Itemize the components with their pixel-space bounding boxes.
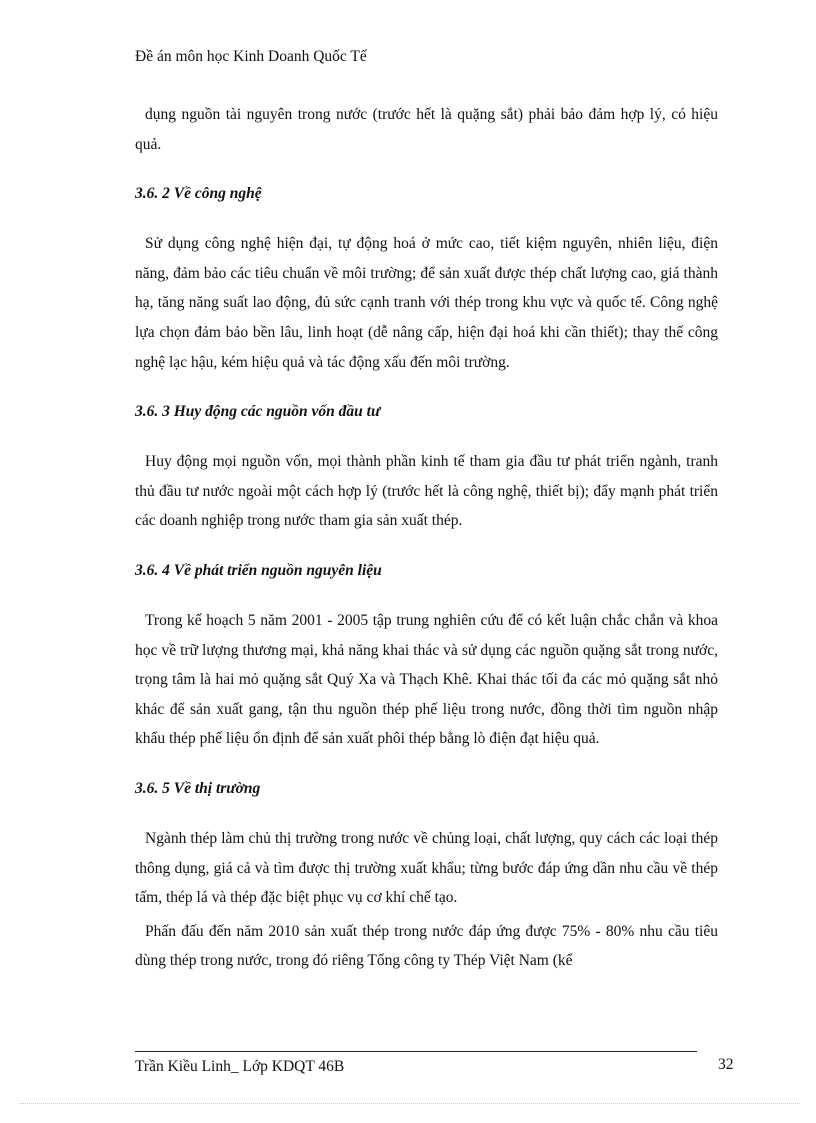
paragraph-capital: Huy động mọi nguồn vốn, mọi thành phần kinh tế tham gia đầu tư phát triển ngành, tranh thủ đầu tư nước ngoài một cách hợp lý (trước hết là công nghệ, thiết bị); đẩy mạnh phát triển các doanh nghiệp trong nước tham gia sản xuất thép. <box>135 453 718 530</box>
paragraph-target-2010: Phấn đấu đến năm 2010 sản xuất thép trong nước đáp ứng được 75% - 80% nhu cầu tiêu dùng thép trong nước, trong đó riêng Tổng công ty Thép Việt Nam (kể <box>135 922 718 970</box>
page-number: 32 <box>718 1056 734 1073</box>
heading-raw-materials: 3.6. 4 Về phát triển nguồn nguyên liệu <box>135 561 382 579</box>
footer-divider <box>135 1051 697 1052</box>
paragraph-market: Ngành thép làm chủ thị trường trong nước về chủng loại, chất lượng, quy cách các loại thép thông dụng, giá cả và tìm được thị trường xuất khẩu; từng bước đáp ứng dần nhu cầu về thép tấm, thép lá và thép đặc biệt phục vụ cơ khí chế tạo. <box>135 829 718 907</box>
page-break-dotted-line <box>20 1103 800 1104</box>
heading-technology: 3.6. 2 Về công nghệ <box>135 185 262 203</box>
paragraph-resources: dụng nguồn tài nguyên trong nước (trước hết là quặng sắt) phải bảo đảm hợp lý, có hiệu quả. <box>135 106 718 153</box>
page-content <box>135 100 718 976</box>
page-header: Đề án môn học Kinh Doanh Quốc Tế <box>135 48 367 65</box>
heading-market: 3.6. 5 Về thị trường <box>135 779 261 797</box>
footer-author: Trần Kiều Linh_ Lớp KDQT 46B <box>135 1058 345 1075</box>
paragraph-technology: Sử dụng công nghệ hiện đại, tự động hoá ở mức cao, tiết kiệm nguyên, nhiên liệu, điện năng, đảm bảo các tiêu chuẩn về môi trường; để sản xuất được thép chất lượng cao, giá thành hạ, tăng năng suất lao động, đủ sức cạnh tranh với thép trong khu vực và quốc tế. Công nghệ lựa chọn đảm bảo bền lâu, linh hoạt (dễ nâng cấp, hiện đại hoá khi cần thiết); thay thế công nghệ lạc hậu, kém hiệu quả và tác động xấu đến môi trường. <box>135 235 718 371</box>
paragraph-raw-materials: Trong kế hoạch 5 năm 2001 - 2005 tập trung nghiên cứu để có kết luận chắc chắn và khoa học về trữ lượng thương mại, khả năng khai thác và sử dụng các nguồn quặng sắt trong nước, trọng tâm là hai mỏ quặng sắt Quý Xa và Thạch Khê. Khai thác tối đa các mỏ quặng sắt nhỏ khác để sản xuất gang, tận thu nguồn thép phế liệu trong nước, đồng thời tìm nguồn nhập khẩu thép phế liệu ổn định để sản xuất phôi thép bằng lò điện đạt hiệu quả. <box>135 611 718 748</box>
heading-capital: 3.6. 3 Huy động các nguồn vốn đầu tư <box>135 403 381 421</box>
